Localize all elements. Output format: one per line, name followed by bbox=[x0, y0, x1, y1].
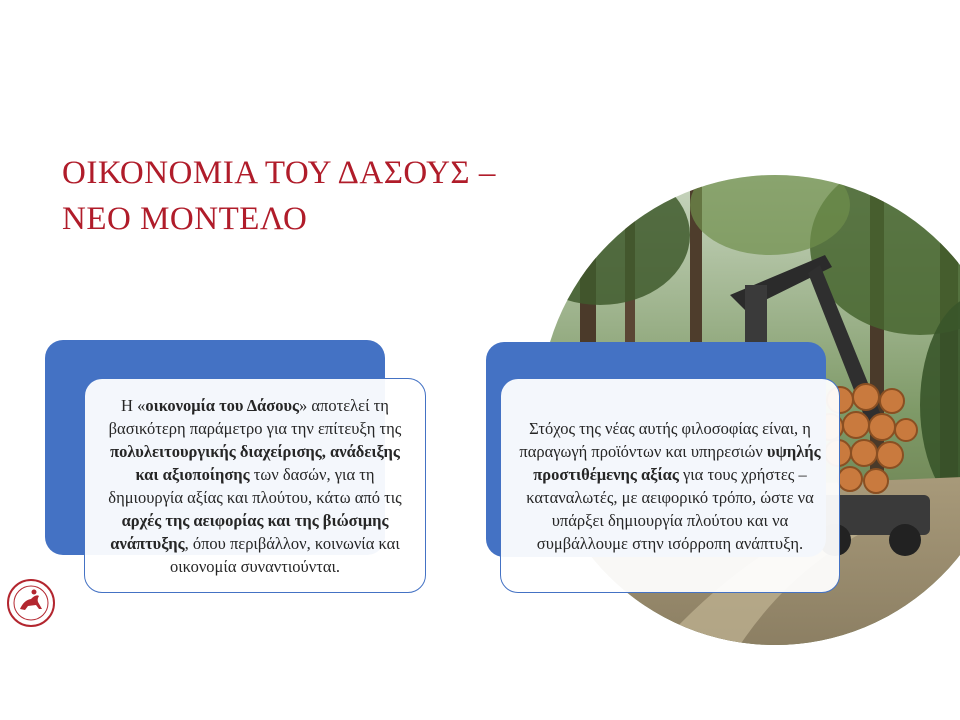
university-seal-logo bbox=[6, 578, 56, 628]
title-line-2: ΝΕΟ ΜΟΝΤΕΛΟ bbox=[62, 201, 308, 237]
right-card-text: Στόχος της νέας αυτής φιλοσοφίας είναι, η παραγωγή προϊόντων και υπηρεσιών υψηλής προστιθέμενης αξίας για τους χρήστες – καταναλωτές, με αειφορικό τρόπο, ώστε να υπάρξει δημιουργία πλούτου και να συμβάλλουμε στην ισόρροπη ανάπτυξη. bbox=[519, 418, 821, 553]
left-text-card bbox=[84, 378, 426, 593]
left-card-text: Η «οικονομία του Δάσους» αποτελεί τη βασικότερη παράμετρο για την επίτευξη της πολυλειτουργικής διαχείρισης, ανάδειξης και αξιοποίησης των δασών, για τη δημιουργία αξίας και πλούτου, κάτω από τις αρχές της αειφορίας και της βιώσιμης ανάπτυξης, όπου περιβάλλον, κοινωνία και οικονομία συναντιούνται. bbox=[108, 395, 402, 576]
right-text-card bbox=[500, 378, 840, 593]
title-line-1: ΟΙΚΟΝΟΜΙΑ ΤΟΥ ΔΑΣΟΥΣ – bbox=[62, 155, 496, 191]
slide-title bbox=[62, 150, 602, 242]
